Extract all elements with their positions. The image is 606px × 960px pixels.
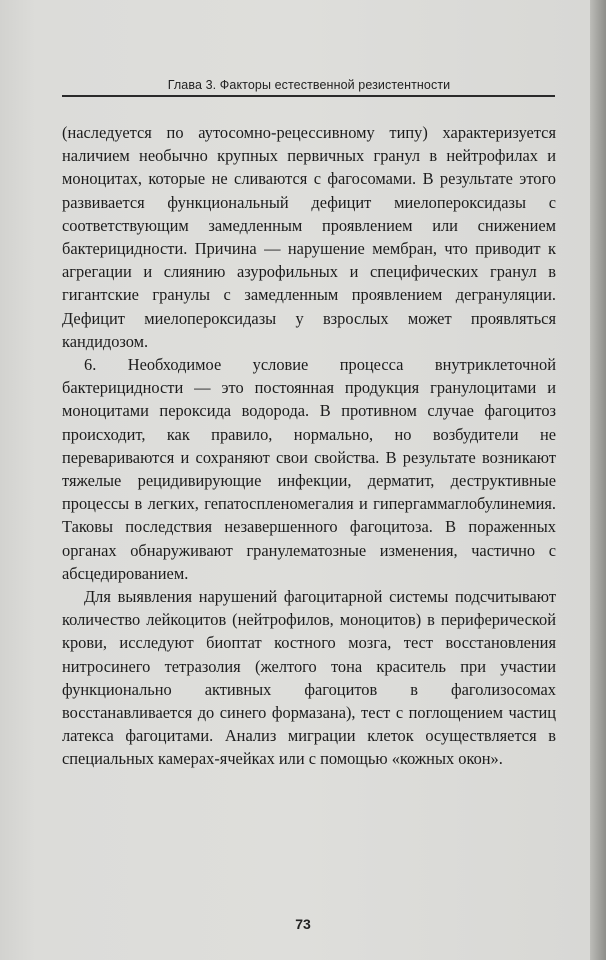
page-number: 73: [295, 916, 311, 932]
running-header: Глава 3. Факторы естественной резистентности: [167, 78, 451, 92]
body-text: [62, 121, 556, 771]
page-edge-shadow: [590, 0, 606, 960]
paragraph-continuation: (наследуется по аутосомно-рецессивному типу) характеризуется наличием необычно крупных первичных гранул в нейтрофилах и моноцитах, которые не сливаются с фагосомами. В результате этого развивается функциональный дефицит миелопероксидазы с соответствующим замедленным проявлением или снижением бактерицидности. Причина — нарушение мембран, что приводит к агрегации и слиянию азурофильных и специфических гранул в гигантские гранулы с замедленным проявлением дегрануляции. Дефицит миелопероксидазы у взрослых может проявляться кандидозом.: [62, 123, 556, 351]
paragraph-diagnostics: Для выявления нарушений фагоцитарной системы подсчитывают количество лейкоцитов (нейтрофилов, моноцитов) в периферической крови, исследуют биоптат костного мозга, тест восстановления нитросинего тетразолия (желтого тона краситель при участии функционально активных фагоцитов в фаголизосомах восстанавливается до синего формазана), тест с поглощением частиц латекса фагоцитами. Анализ миграции клеток осуществляется в специальных камерах-ячейках или с помощью «кожных окон».: [62, 587, 556, 769]
header-rule: [62, 95, 555, 97]
paragraph-item-6: 6. Необходимое условие процесса внутриклеточной бактерицидности — это постоянная продукция гранулоцитами и моноцитами пероксида водорода. В противном случае фагоцитоз происходит, как правило, нормально, но возбудители не перевариваются и сохраняют свои свойства. В результате возникают тяжелые рецидивирующие инфекции, дерматит, деструктивные процессы в легких, гепатоспленомегалия и гипергаммаглобулинемия. Таковы последствия незавершенного фагоцитоза. В пораженных органах обнаруживают гранулематозные изменения, частично с абсцедированием.: [62, 355, 556, 583]
